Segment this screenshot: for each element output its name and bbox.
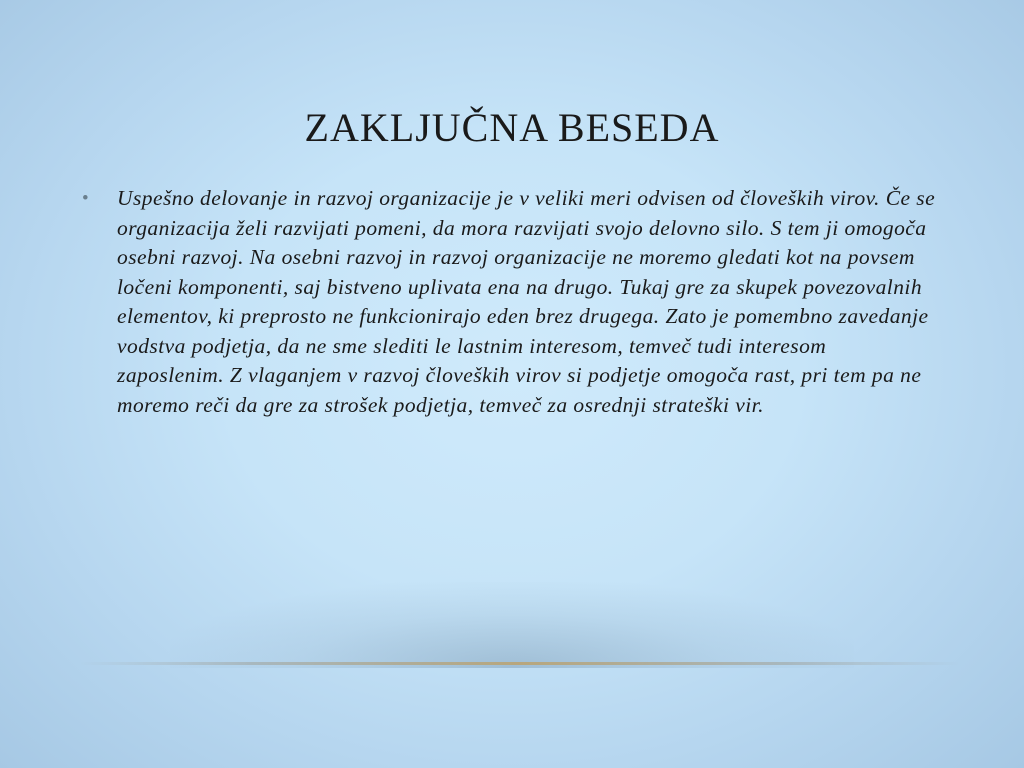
slide-content — [80, 184, 936, 420]
bullet-marker: • — [82, 188, 89, 209]
decorative-divider — [80, 662, 960, 665]
slide-title: ZAKLJUČNA BESEDA — [304, 105, 720, 150]
bullet-item — [80, 184, 936, 420]
decorative-glow — [170, 582, 854, 668]
bullet-text: Uspešno delovanje in razvoj organizacije je v veliki meri odvisen od človeških virov. Če se organizacija želi razvijati pomeni, da mora razvijati svojo delovno silo. S tem ji omogoča osebni razvoj. Na osebni razvoj in razvoj organizacije ne moremo gledati kot na povsem ločeni komponenti, saj bistveno uplivata ena na drugo. Tukaj gre za skupek povezovalnih elementov, ki preprosto ne funkcionirajo eden brez drugega. Zato je pomembno zavedanje vodstva podjetja, da ne sme slediti le lastnim interesom, temveč tudi interesom zaposlenim. Z vlaganjem v razvoj človeških virov si podjetje omogoča rast, pri tem pa ne moremo reči da gre za strošek podjetja, temveč za osrednji strateški vir. — [117, 186, 936, 417]
